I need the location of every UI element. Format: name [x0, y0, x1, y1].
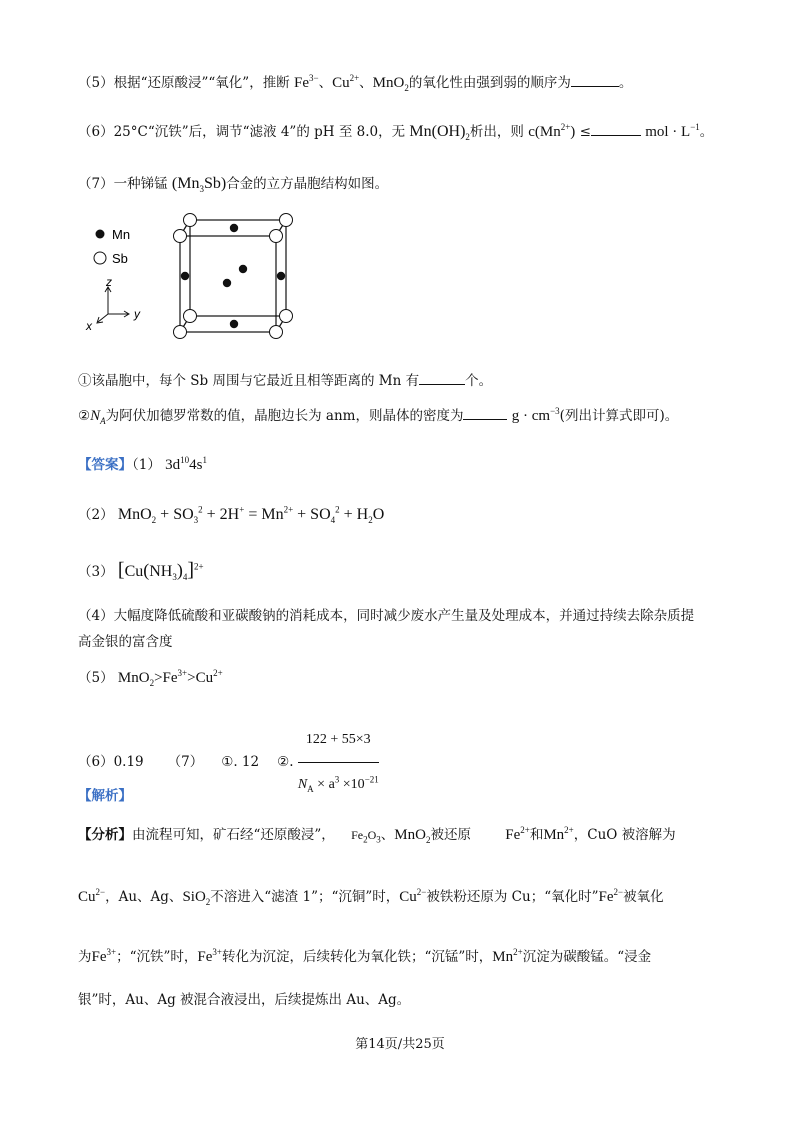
answer-blank-5[interactable]: [571, 72, 619, 87]
formula-mn2-b: $Mn^{2+}$: [492, 947, 523, 965]
formula-fe3: $Fe^{3-}$: [294, 73, 319, 91]
analysis-tag: 【解析】: [78, 788, 132, 804]
formula-mn3sb: $(Mn_3Sb)$: [171, 175, 227, 195]
answer-blank-7-2[interactable]: [463, 405, 507, 420]
formula-cu2-c: $Cu^{2-}$: [399, 887, 427, 905]
legend-mn-label: Mn: [112, 227, 131, 242]
formula-fe3-b: $Fe^{3+}$: [91, 947, 117, 965]
unit-g-cm3: $g \cdot cm^{-3}$: [511, 406, 560, 424]
formula-complex-ion: $[Cu(NH_3)_4]^{2+}$: [117, 559, 204, 583]
question-7-1: ①该晶胞中，每个 Sb 周围与它最近且相等距离的 Mn 有 个。: [78, 370, 492, 391]
formula-mno2: MnO$_2$: [372, 75, 409, 93]
answer-1: 【答案】（1） $3d^{10}4s^1$: [78, 455, 207, 473]
analysis-line-4: 银”时，Au、Ag 被混合液浸出，后续提炼出 Au、Ag。: [78, 992, 411, 1008]
formula-equation: $MnO_2 + SO_3^2 + 2H^+ = Mn^{2+} + SO_4^2 + H_2O$: [117, 504, 385, 526]
axis-indicator: [97, 287, 129, 323]
answer-blank-6[interactable]: [591, 121, 641, 136]
legend-sb-marker: [94, 252, 106, 264]
analysis-line-3: 为$Fe^{3+}$；“沉铁”时，$Fe^{3+}$转化为沉淀，后续转化为氧化铁；“沉锰”时，$Mn^{2+}$沉淀为碳酸锰。“浸金: [78, 947, 652, 965]
unit-mol-l: mol · $L^{-1}$: [645, 122, 700, 140]
answer-2: （2） $MnO_2 + SO_3^2 + 2H^+ = Mn^{2+} + SO_4^2 + H_2O$: [78, 504, 385, 526]
question-5: （5）根据“还原酸浸”“氧化”，推断 $Fe^{3-}$、$Cu^{2+}$、MnO$_2$的氧化性由强到弱的顺序为 。: [78, 73, 633, 93]
formula-order: $MnO_2>Fe^{3+}>Cu^{2+}$: [117, 668, 223, 688]
formula-mnoh2: $Mn(OH)_2$: [409, 123, 470, 143]
analysis-line-2: $Cu^{2-}$，Au、Ag、SiO$_2$不溶进入“滤渣 1”；“沉铜”时，$Cu^{2-}$被铁粉还原为 Cu；“氧化时$”Fe^{2-}$被氧化: [78, 887, 664, 907]
question-6: （6）25°C“沉铁”后，调节“滤液 4”的 pH 至 8.0，无 $Mn(OH)_2$析出，则 $c(Mn^{2+})$ ≤ mol · $L^{-1}$。: [78, 122, 714, 143]
formula-fe3-c: $Fe^{3+}$: [197, 947, 222, 965]
page-number: 第14页/共25页: [355, 1037, 445, 1052]
formula-mno2-b: MnO$_2$: [394, 827, 431, 845]
mn-atoms: [181, 224, 285, 328]
formula-cu2-b: $Cu^{2-}$: [78, 887, 106, 905]
answer-4-line2: 高金银的富含度: [78, 634, 173, 650]
answer-blank-7-1[interactable]: [419, 370, 465, 385]
axis-y-label: y: [134, 307, 140, 321]
answer-5: （5） $MnO_2>Fe^{3+}>Cu^{2+}$: [78, 668, 223, 688]
answer-4-line1: （4）大幅度降低硫酸和亚碳酸钠的消耗成本，同时减少废水产生量及处理成本，并通过持续去除杂质提: [78, 608, 695, 624]
answer-6-7: （6）0.19 （7） ①. 12 ②. $\frac{122 + 55\times 3}{N_A \times a^3 \times 10^{-21}}$: [78, 720, 379, 805]
formula-sio2: SiO$_2$: [182, 889, 211, 907]
analysis-line-1: 【分析】由流程可知，矿石经“还原酸浸”， $Fe_2O_3$、MnO$_2$被还原 $Fe^{2+}$和$Mn^{2+}$，CuO 被溶解为: [78, 825, 676, 845]
legend-mn-marker: [96, 230, 105, 239]
formula-electron-config: $3d^{10}4s^1$: [165, 455, 207, 473]
formula-na: $N_A$: [90, 408, 106, 426]
sb-atoms: [174, 214, 293, 339]
formula-c-mn: $c(Mn^{2+})$: [528, 122, 576, 140]
formula-fe2-b: $Fe^{2-}$: [598, 887, 624, 905]
question-7: （7）一种锑锰 $(Mn_3Sb)$合金的立方晶胞结构如图。: [78, 175, 389, 195]
formula-fe2o3: $Fe_2O_3$: [351, 828, 381, 845]
density-fraction: $\frac{122 + 55\times 3}{N_A \times a^3 \times 10^{-21}}$: [298, 720, 379, 805]
answer-tag: 【答案】: [78, 457, 132, 473]
answer-3: （3） $[Cu(NH_3)_4]^{2+}$: [78, 559, 204, 583]
legend-sb-label: Sb: [112, 251, 128, 266]
crystal-cell-diagram: [80, 208, 310, 343]
axis-x-label: x: [86, 319, 92, 333]
formula-mn2: $Mn^{2+}$: [543, 825, 574, 843]
formula-fe2: $Fe^{2+}$: [505, 825, 530, 843]
formula-cu2: $Cu^{2+}$: [332, 73, 360, 91]
axis-z-label: z: [106, 275, 112, 289]
question-7-2: $②N_A$为阿伏加德罗常数的值，晶胞边长为 anm，则晶体的密度为 $g \cdot cm^{-3}$(列出计算式即可)。: [78, 406, 679, 426]
